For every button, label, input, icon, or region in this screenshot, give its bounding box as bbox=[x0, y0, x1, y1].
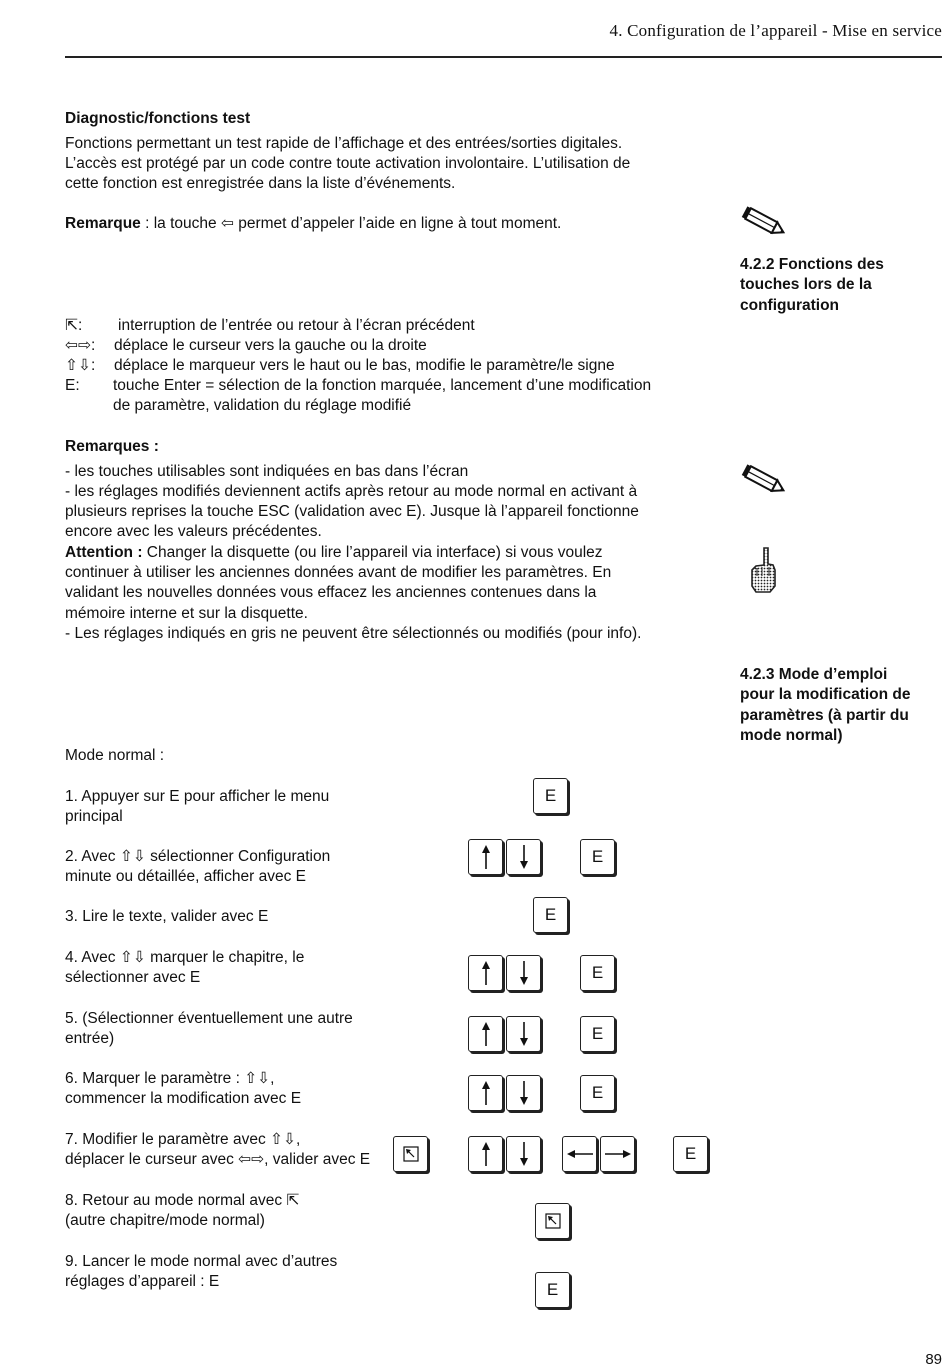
key-function-text: de paramètre, validation du réglage modifié bbox=[113, 397, 412, 414]
key-function-left-right bbox=[65, 336, 427, 356]
esc-symbol: ⇱: bbox=[65, 317, 83, 334]
enter-key[interactable]: E bbox=[580, 955, 615, 991]
key-function-enter bbox=[65, 376, 651, 396]
header-divider bbox=[65, 56, 942, 58]
step-4-line-1: 4. Avec ⇧⇩ marquer le chapitre, le bbox=[65, 949, 305, 966]
arrow-right-icon bbox=[604, 1147, 632, 1161]
arrow-down-icon bbox=[517, 844, 531, 870]
arrow-up-icon bbox=[479, 960, 493, 986]
diagnostic-line-1: Fonctions permettant un test rapide de l’affichage et des entrées/sorties digitales. bbox=[65, 135, 623, 152]
key-function-text: interruption de l’entrée ou retour à l’écran précédent bbox=[118, 317, 475, 334]
section-4-2-2-line-3: configuration bbox=[740, 296, 840, 314]
running-header: 4. Configuration de l’appareil - Mise en service bbox=[609, 21, 942, 40]
step-7 bbox=[65, 1130, 405, 1171]
section-4-2-3-line-2: pour la modification de bbox=[740, 686, 911, 704]
step-1 bbox=[65, 787, 395, 828]
step-2-line-1: 2. Avec ⇧⇩ sélectionner Configuration bbox=[65, 848, 331, 865]
key-function-esc bbox=[65, 316, 475, 336]
step-3-line-1: 3. Lire le texte, valider avec E bbox=[65, 908, 269, 925]
section-4-2-2-title bbox=[740, 255, 940, 316]
arrow-up-icon bbox=[479, 1141, 493, 1167]
attention-line-3: validant les nouvelles données vous effacez les anciennes contenues dans la bbox=[65, 584, 597, 601]
down-arrow-key[interactable] bbox=[506, 839, 541, 875]
arrow-down-icon bbox=[517, 1080, 531, 1106]
esc-key[interactable] bbox=[393, 1136, 428, 1172]
key-function-text: déplace le marqueur vers le haut ou le bas, modifie le paramètre/le signe bbox=[114, 357, 615, 374]
down-arrow-key[interactable] bbox=[506, 955, 541, 991]
step-7-line-2: déplacer le curseur avec ⇦⇨, valider avec E bbox=[65, 1151, 371, 1169]
arrow-down-icon bbox=[517, 960, 531, 986]
key-function-text: déplace le curseur vers la gauche ou la droite bbox=[114, 337, 427, 354]
section-4-2-2-line-2: touches lors de la bbox=[740, 276, 872, 294]
left-right-symbol: ⇦⇨: bbox=[65, 337, 96, 354]
up-arrow-key[interactable] bbox=[468, 1075, 503, 1111]
attention-line-4: mémoire interne et sur la disquette. bbox=[65, 605, 308, 622]
right-arrow-key[interactable] bbox=[600, 1136, 635, 1172]
key-function-text: touche Enter = sélection de la fonction marquée, lancement d’une modification bbox=[113, 377, 652, 394]
step-1-line-2: principal bbox=[65, 808, 123, 826]
section-4-2-3-line-1: 4.2.3 Mode d’emploi bbox=[740, 666, 888, 683]
step-2 bbox=[65, 847, 395, 888]
section-4-2-2-line-1: 4.2.2 Fonctions des bbox=[740, 256, 884, 273]
step-8-line-2: (autre chapitre/mode normal) bbox=[65, 1212, 265, 1230]
arrow-down-icon bbox=[517, 1021, 531, 1047]
step-2-line-2: minute ou détaillée, afficher avec E bbox=[65, 868, 306, 886]
step-9-line-1: 9. Lancer le mode normal avec d’autres bbox=[65, 1253, 338, 1270]
arrow-up-icon bbox=[479, 844, 493, 870]
step-3 bbox=[65, 907, 395, 927]
up-arrow-key[interactable] bbox=[468, 839, 503, 875]
diagnostic-line-3: cette fonction est enregistrée dans la liste d’événements. bbox=[65, 175, 456, 192]
step-4-line-2: sélectionner avec E bbox=[65, 969, 201, 987]
step-5-line-1: 5. (Sélectionner éventuellement une autre bbox=[65, 1010, 353, 1027]
attention-line-1 bbox=[65, 543, 603, 563]
remarks-line-4: encore avec les valeurs précédentes. bbox=[65, 523, 322, 540]
down-arrow-key[interactable] bbox=[506, 1016, 541, 1052]
step-4 bbox=[65, 948, 395, 989]
step-7-line-1: 7. Modifier le paramètre avec ⇧⇩, bbox=[65, 1131, 301, 1148]
attention-text: Changer la disquette (ou lire l’appareil via interface) si vous voulez bbox=[142, 544, 603, 561]
esc-icon bbox=[402, 1145, 420, 1163]
enter-key[interactable]: E bbox=[535, 1272, 570, 1308]
attention-line-2: continuer à utiliser les anciennes données avant de modifier les paramètres. En bbox=[65, 564, 612, 581]
esc-icon bbox=[544, 1212, 562, 1230]
left-arrow-key[interactable] bbox=[562, 1136, 597, 1172]
down-arrow-key[interactable] bbox=[506, 1136, 541, 1172]
key-function-up-down bbox=[65, 356, 615, 376]
enter-key[interactable]: E bbox=[580, 1075, 615, 1111]
step-6 bbox=[65, 1069, 395, 1110]
section-4-2-3-title bbox=[740, 665, 940, 746]
esc-key[interactable] bbox=[535, 1203, 570, 1239]
step-6-line-2: commencer la modification avec E bbox=[65, 1090, 302, 1108]
up-down-symbol: ⇧⇩: bbox=[65, 357, 96, 374]
remarks-last-line: - Les réglages indiqués en gris ne peuvent être sélectionnés ou modifiés (pour info). bbox=[65, 625, 642, 642]
key-function-enter-cont bbox=[65, 396, 411, 416]
step-5 bbox=[65, 1009, 395, 1050]
remarks-line-2: - les réglages modifiés deviennent actifs après retour au mode normal en activant à bbox=[65, 483, 638, 500]
remark-text: : la touche ⇦ permet d’appeler l’aide en ligne à tout moment. bbox=[140, 215, 562, 232]
enter-key[interactable]: E bbox=[533, 778, 568, 814]
remarks-line-3: plusieurs reprises la touche ESC (validation avec E). Jusque là l’appareil fonctionne bbox=[65, 503, 639, 520]
enter-symbol: E: bbox=[65, 377, 80, 394]
pencil-icon bbox=[740, 204, 788, 240]
section-4-2-3-line-3: paramètres (à partir du bbox=[740, 706, 909, 724]
remarks-heading: Remarques : bbox=[65, 438, 159, 455]
arrow-left-icon bbox=[566, 1147, 594, 1161]
step-9 bbox=[65, 1252, 395, 1293]
step-1-line-1: 1. Appuyer sur E pour afficher le menu bbox=[65, 788, 330, 805]
step-9-line-2: réglages d’appareil : E bbox=[65, 1273, 220, 1291]
arrow-up-icon bbox=[479, 1021, 493, 1047]
mode-normal-label: Mode normal : bbox=[65, 747, 165, 764]
up-arrow-key[interactable] bbox=[468, 955, 503, 991]
up-arrow-key[interactable] bbox=[468, 1016, 503, 1052]
up-arrow-key[interactable] bbox=[468, 1136, 503, 1172]
step-5-line-2: entrée) bbox=[65, 1030, 115, 1048]
diagnostic-heading: Diagnostic/fonctions test bbox=[65, 110, 251, 127]
step-8-line-1: 8. Retour au mode normal avec ⇱ bbox=[65, 1192, 300, 1209]
remarks-line-1: - les touches utilisables sont indiquées en bas dans l’écran bbox=[65, 463, 469, 480]
page-number: 89 bbox=[925, 1351, 942, 1368]
arrow-up-icon bbox=[479, 1080, 493, 1106]
attention-label: Attention : bbox=[65, 544, 143, 561]
pointing-hand-icon bbox=[748, 546, 778, 594]
enter-key[interactable]: E bbox=[533, 897, 568, 933]
section-4-2-3-line-4: mode normal) bbox=[740, 726, 843, 744]
down-arrow-key[interactable] bbox=[506, 1075, 541, 1111]
enter-key[interactable]: E bbox=[673, 1136, 708, 1172]
enter-key[interactable]: E bbox=[580, 839, 615, 875]
arrow-down-icon bbox=[517, 1141, 531, 1167]
pencil-icon bbox=[740, 462, 788, 498]
diagnostic-line-2: L’accès est protégé par un code contre toute activation involontaire. L’utilisation de bbox=[65, 155, 631, 172]
diagnostic-remark bbox=[65, 214, 561, 234]
enter-key[interactable]: E bbox=[580, 1016, 615, 1052]
step-8 bbox=[65, 1191, 395, 1232]
step-6-line-1: 6. Marquer le paramètre : ⇧⇩, bbox=[65, 1070, 275, 1087]
remark-label: Remarque bbox=[65, 215, 141, 232]
